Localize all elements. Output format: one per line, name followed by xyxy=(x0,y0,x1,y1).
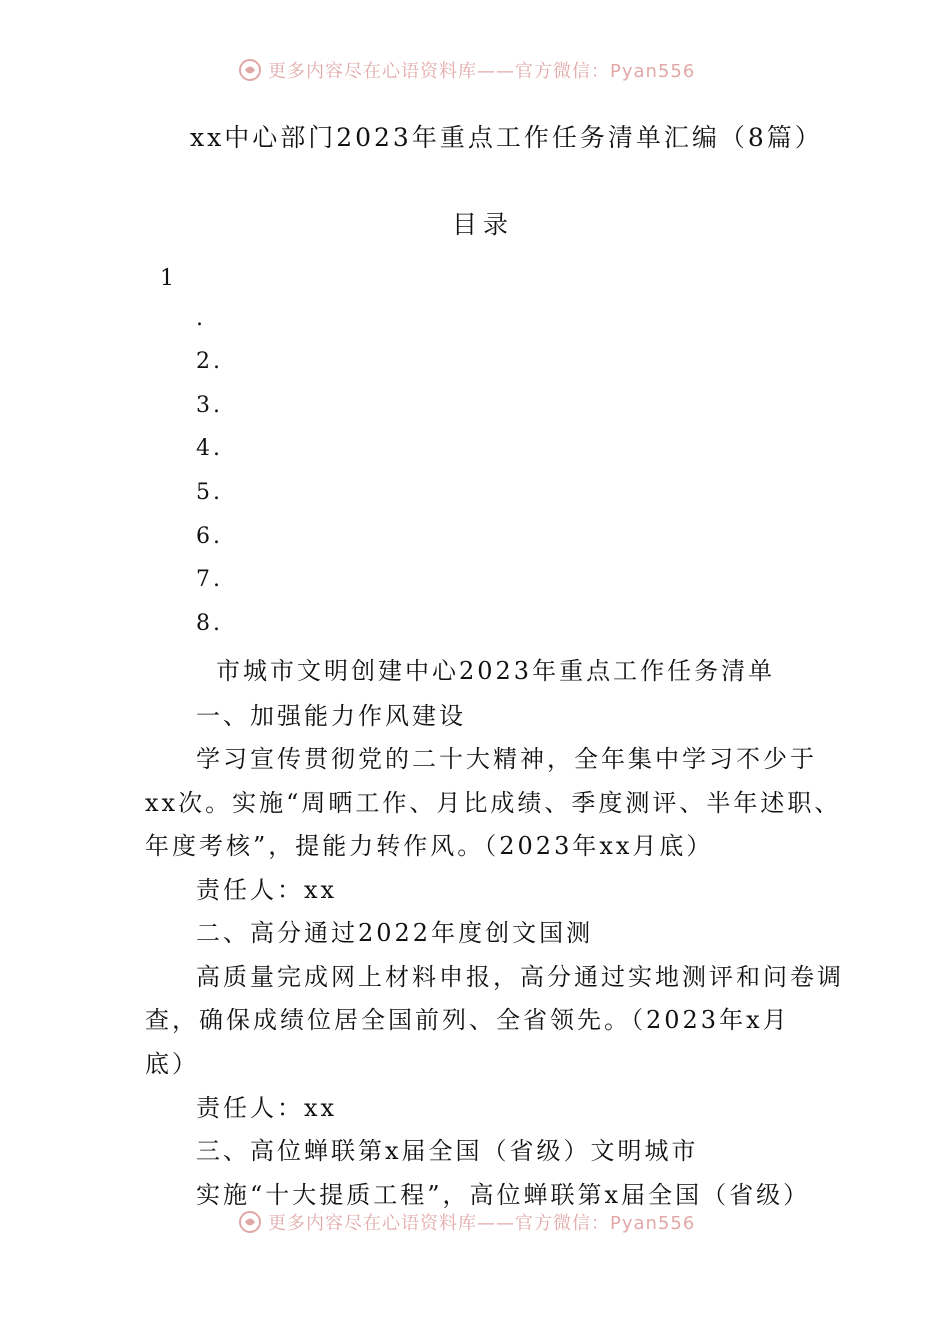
watermark-text: 更多内容尽在心语资料库——官方微信：Pyan556 xyxy=(268,1213,696,1234)
toc-item: 6. xyxy=(196,524,223,549)
toc-item: 4. xyxy=(196,436,223,461)
toc-item: 5. xyxy=(196,480,223,505)
document-title: xx中心部门2023年重点工作任务清单汇编（8篇） xyxy=(190,123,823,152)
toc-item: 8. xyxy=(196,611,223,636)
paragraph-line: 实施“十大提质工程”，高位蝉联第x届全国（省级） xyxy=(196,1181,811,1209)
heading-2: 二、高分通过2022年度创文国测 xyxy=(196,919,594,947)
heading-3: 三、高位蝉联第x届全国（省级）文明城市 xyxy=(196,1137,699,1165)
toc-item: 7. xyxy=(196,567,223,592)
paragraph-line: xx次。实施“周晒工作、月比成绩、季度测评、半年述职、 xyxy=(145,789,842,817)
toc-item: 3. xyxy=(196,393,223,418)
watermark-bottom xyxy=(238,1208,718,1236)
section-title: 市城市文明创建中心2023年重点工作任务清单 xyxy=(216,657,776,685)
toc-heading: 目录 xyxy=(452,210,515,239)
watermark-logo-icon xyxy=(238,1210,262,1234)
paragraph-line: 学习宣传贯彻党的二十大精神，全年集中学习不少于 xyxy=(196,745,817,773)
toc-item: . xyxy=(196,306,206,331)
paragraph-line: 底） xyxy=(145,1050,199,1078)
watermark-text: 更多内容尽在心语资料库——官方微信：Pyan556 xyxy=(268,61,696,82)
watermark-top xyxy=(238,56,718,84)
watermark-logo-icon xyxy=(238,58,262,82)
toc-item: 1 xyxy=(160,266,177,291)
heading-1: 一、加强能力作风建设 xyxy=(196,702,466,730)
toc-item: 2. xyxy=(196,349,223,374)
paragraph-line: 年度考核”，提能力转作风。（2023年xx月底） xyxy=(145,832,714,860)
paragraph-line: 高质量完成网上材料申报，高分通过实地测评和问卷调 xyxy=(196,963,844,991)
paragraph-line: 查，确保成绩位居全国前列、全省领先。（2023年x月 xyxy=(145,1006,790,1034)
responsible-person: 责任人：xx xyxy=(196,876,338,904)
responsible-person: 责任人：xx xyxy=(196,1094,338,1122)
